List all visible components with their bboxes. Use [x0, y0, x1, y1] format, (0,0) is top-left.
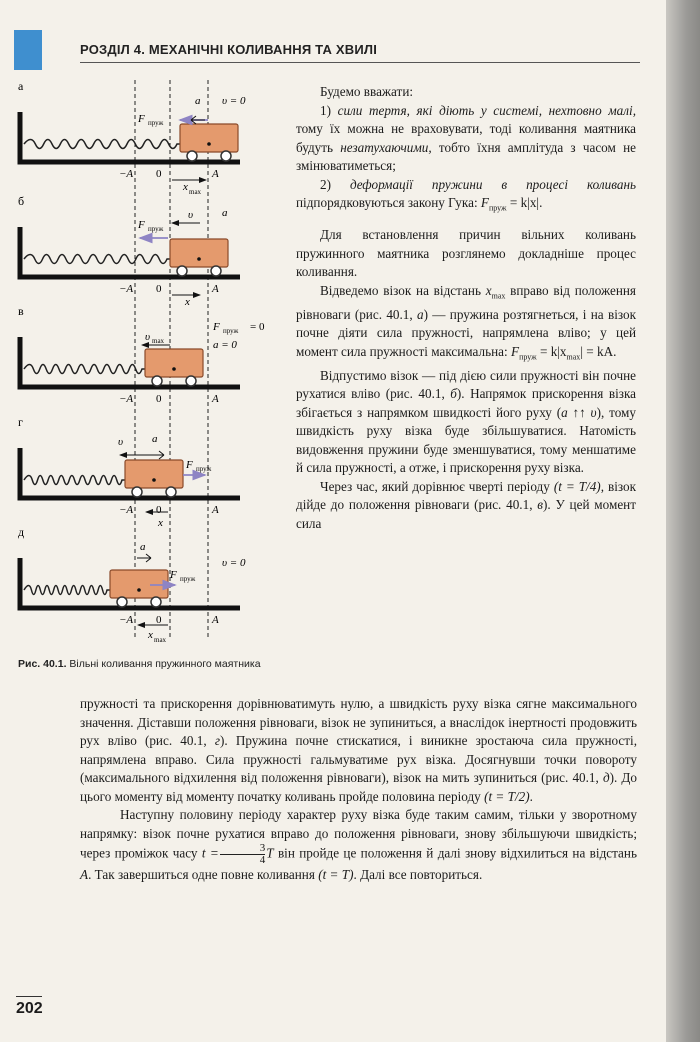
acceleration-label: a — [152, 433, 158, 445]
acceleration-label: a — [195, 95, 201, 107]
force-label: F — [170, 569, 177, 581]
label-a: A — [212, 168, 219, 180]
force-zero-label: = 0 — [250, 321, 265, 333]
xmax-subscript: max — [154, 636, 167, 644]
spring — [24, 365, 145, 374]
acceleration-arrow — [150, 451, 164, 459]
panel-label: б — [18, 194, 25, 208]
paragraph: 2) деформації пружини в процесі коливань підпорядковуються закону Гука: $F_{пруж} = k|x|$. — [296, 176, 636, 213]
figure-40-1 — [0, 80, 290, 660]
cart — [125, 460, 183, 488]
force-subscript: пруж — [148, 119, 164, 127]
cart-wheel — [132, 487, 142, 497]
spring — [24, 255, 170, 264]
label-a: A — [212, 504, 219, 516]
x-label: x — [158, 517, 163, 529]
cart — [110, 570, 168, 598]
paragraph: пружності та прискорення дорівнюватимуть нулю, а швидкість руху візка сягне максимального значення. Діставши положення рівноваги, візок не зупиниться, а внаслідок інертності продовжить рух вліво (рис. 40.1, г). Пружина почне стискатися, і виникне зростаюча сила пружності, напрямлена вправо. Сила пружності гальмуватиме рух візка. Досягнувши точки повороту (максимального відхилення від положення рівноваги), візок на мить зупиниться (рис. 40.1, д). До цього моменту від моменту початку коливань пройде половина періоду (t = T/2). — [80, 696, 638, 804]
velocity-zero-label: υ = 0 — [222, 95, 246, 107]
paragraph: Через час, який дорівнює чверті періоду (t = T/4), візок дійде до положення рівноваги (рис. 40.1, в). У цей момент сила — [296, 478, 636, 531]
label-a: A — [212, 283, 219, 295]
acceleration-zero-label: a = 0 — [213, 339, 237, 351]
cart-wheel — [166, 487, 176, 497]
force-label: F — [186, 459, 193, 471]
force-subscript: пруж — [148, 225, 164, 233]
force-label: F — [213, 321, 220, 333]
label-zero: 0 — [156, 283, 162, 295]
label-minus-a: −A — [119, 168, 134, 180]
chapter-marker — [14, 30, 42, 70]
cart-wheel — [177, 266, 187, 276]
cart-center-dot — [137, 588, 141, 592]
force-subscript: пруж — [223, 327, 239, 335]
cart-center-dot — [197, 257, 201, 261]
label-minus-a: −A — [119, 614, 134, 626]
label-a: A — [212, 614, 219, 626]
cart-center-dot — [172, 367, 176, 371]
cart — [145, 349, 203, 377]
cart-wheel — [211, 266, 221, 276]
acceleration-label: a — [140, 541, 146, 553]
full-width-text — [80, 695, 637, 885]
label-zero: 0 — [156, 393, 162, 405]
spring — [24, 140, 180, 149]
cart-wheel — [152, 376, 162, 386]
header-rule — [80, 62, 640, 63]
acceleration-label: a — [222, 207, 228, 219]
cart-wheel — [151, 597, 161, 607]
cart-wheel — [117, 597, 127, 607]
figure-caption — [18, 658, 288, 671]
page-number: 202 — [16, 1000, 43, 1017]
right-column-text — [296, 83, 636, 533]
cart-center-dot — [152, 478, 156, 482]
force-subscript: пруж — [180, 575, 196, 583]
label-minus-a: −A — [119, 283, 134, 295]
force-label: F — [138, 219, 145, 231]
panel-label: а — [18, 80, 24, 93]
vmax-label: υ — [145, 331, 151, 343]
cart — [180, 124, 238, 152]
xmax-subscript: max — [189, 188, 202, 196]
panel-label: в — [18, 304, 24, 318]
vmax-subscript: max — [152, 337, 165, 345]
wall-and-floor — [20, 337, 240, 387]
caption-label: Рис. 40.1. — [18, 658, 67, 670]
paragraph: Будемо вважати: — [320, 84, 414, 99]
panel-label: г — [18, 415, 23, 429]
cart — [170, 239, 228, 267]
force-subscript: пруж — [196, 465, 212, 473]
paragraph: 1) сили тертя, які діють у системі, нехтовно малі, тому їх можна не враховувати, тоді коливання маятника будуть незатухаючими, тобто їхня амплітуда з часом не змінюватиметься; — [296, 102, 636, 173]
acceleration-arrow — [137, 554, 151, 562]
label-zero: 0 — [156, 614, 162, 626]
cart-wheel — [187, 151, 197, 161]
xmax-label: x — [183, 181, 188, 193]
cart-center-dot — [207, 142, 211, 146]
label-zero: 0 — [156, 504, 162, 516]
paragraph: Наступну половину періоду характер руху візка буде таким самим, тільки у зворотному напрямку: візок почне рухатися вправо до положення рівноваги, знову збільшуючи швидкість; через проміжок часу t = $\frac{3}{4}$ T він пройде це положення й далі знову відхилиться на відстань A. Так завершиться одне повне коливання (t = T). Далі все повториться. — [80, 807, 637, 882]
label-minus-a: −A — [119, 393, 134, 405]
x-label: x — [185, 296, 190, 308]
cart-wheel — [221, 151, 231, 161]
force-label: F — [138, 113, 145, 125]
fraction-three-quarters: $\frac{3}{4}$ — [220, 843, 266, 866]
cart-wheel — [186, 376, 196, 386]
label-a: A — [212, 393, 219, 405]
label-zero: 0 — [156, 168, 162, 180]
chapter-header: РОЗДІЛ 4. МЕХАНІЧНІ КОЛИВАННЯ ТА ХВИЛІ — [80, 42, 378, 57]
paragraph: Відведемо візок на відстань $x_{max}$ вправо від положення рівноваги (рис. 40.1, а) — пружина розтягнеться, і на візок почне діяти сила пружності, напрямлена вліво; у цей момент сила пружності максимальна: $F_{пруж} = k|x_{max}|$ = kA. — [296, 282, 636, 362]
page-edge-shadow — [666, 0, 700, 1042]
paragraph: Для встановлення причин вільних коливань пружинного маятника розглянемо докладніше процес коливання. — [296, 227, 636, 280]
panel-label: д — [18, 525, 25, 539]
acceleration-arrow — [191, 116, 205, 124]
paragraph: Відпустимо візок — під дією сили пружності він почне рухатися вліво (рис. 40.1, б). Напрямок прискорення візка збігається з напрямком швидкості його руху (a ↑↑ υ), тому швидкість руху візка буде збільшуватися. Натомість видовження пружини буде зменшуватися, тому меншатиме й сила пружності, а отже, і прискорення руху візка. — [296, 367, 636, 476]
xmax-label: x — [148, 629, 153, 641]
velocity-zero-label: υ = 0 — [222, 557, 246, 569]
label-minus-a: −A — [119, 504, 134, 516]
page-number-rule — [16, 996, 42, 997]
velocity-label: υ — [188, 209, 194, 221]
spring — [24, 586, 110, 595]
caption-text: Вільні коливання пружинного маятника — [69, 658, 261, 670]
spring — [24, 476, 125, 485]
velocity-label: υ — [118, 436, 124, 448]
